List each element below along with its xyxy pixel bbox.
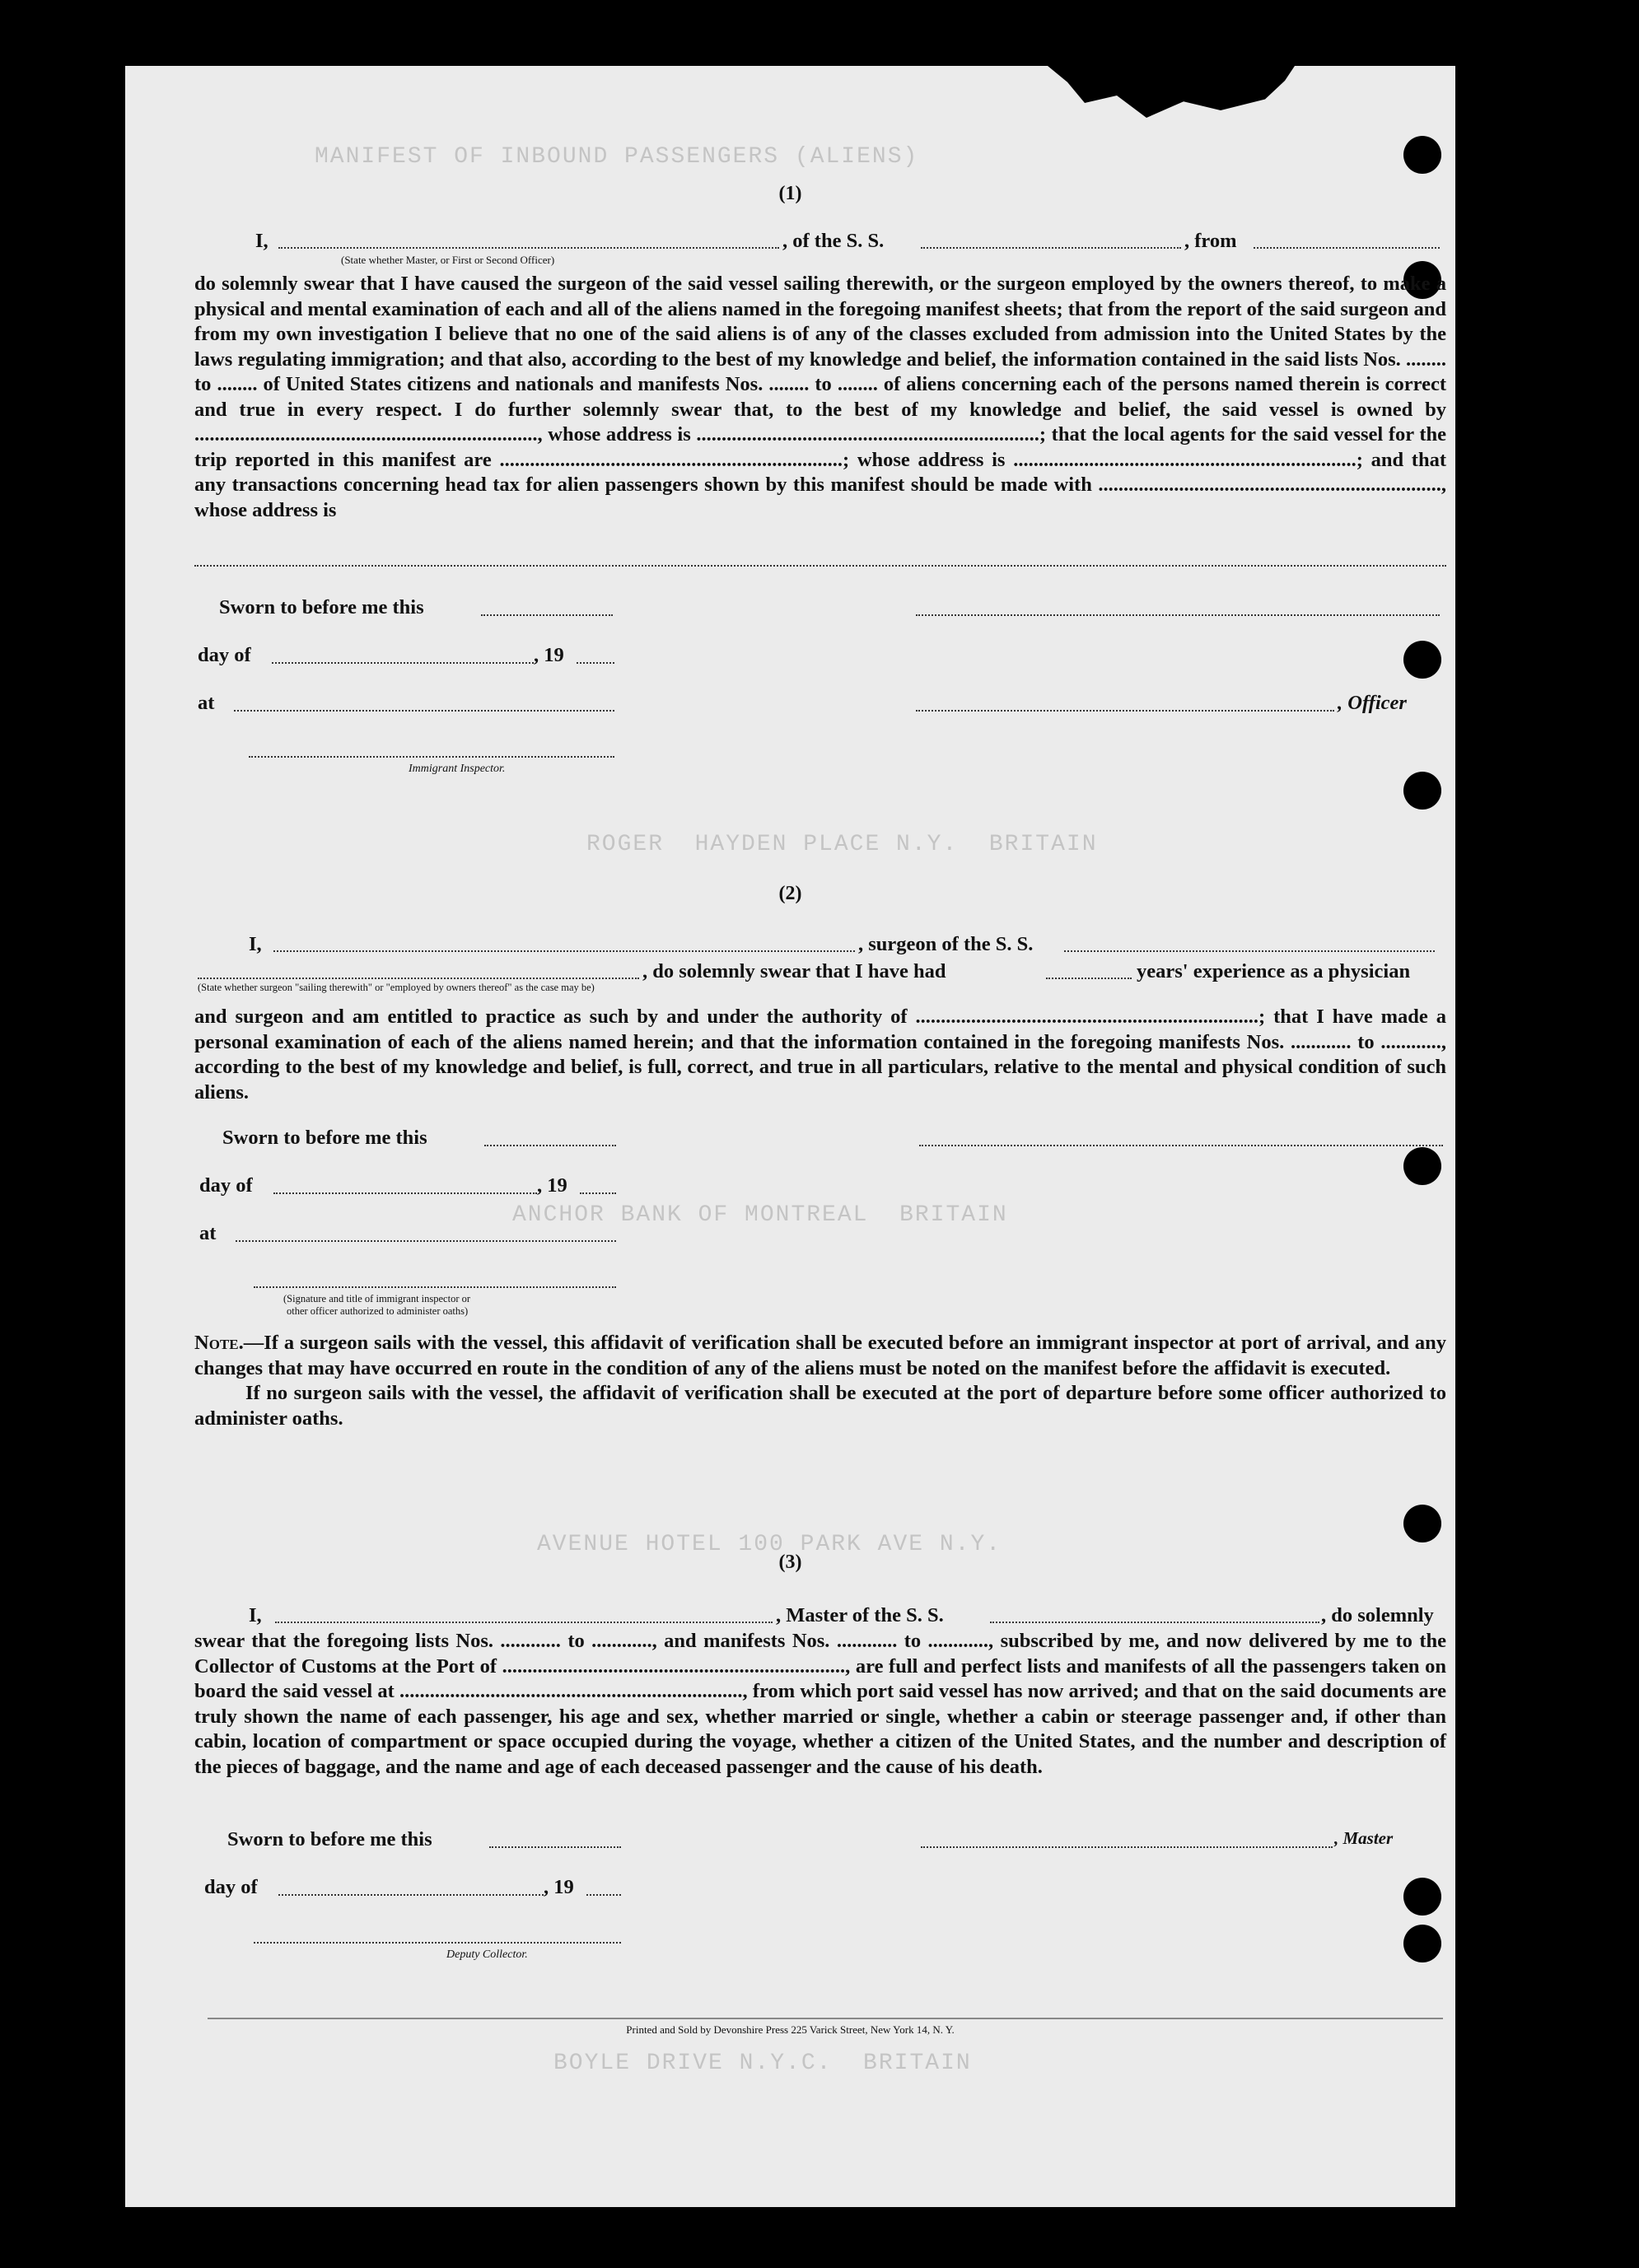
bleed-through-text: MANIFEST OF INBOUND PASSENGERS (ALIENS) [315,144,919,170]
binder-hole [1403,772,1441,810]
year-field-2 [580,1192,616,1194]
binder-hole [1403,1505,1441,1542]
signature-caption-line-1: (Signature and title of immigrant inspector or [283,1293,471,1304]
year-label-1: , 19 [534,644,564,666]
footer-rule [208,2018,1443,2019]
day-of-label-1: day of [198,644,251,666]
section-3-i: I, [249,1604,262,1626]
note-block [194,1331,1446,1431]
day-of-field-3 [278,1894,544,1896]
day-of-label-3: day of [204,1876,258,1898]
section-3-text: swear that the foregoing lists Nos. ............ to ............, and manifests Nos. ............ to ............, subscribed by me, and now delivered by me to the Collector of Customs at the Port of ...................................................................., are full and perfect lists and manifests of all the passengers taken on board the said vessel at ...................................................................., from which port said vessel has now arrived; and that on the said documents are truly shown the name of each passenger, his age and sex, whether married or single, whether a cabin or steerage passenger and, if other than cabin, location of compartment or space occupied during the voyage, whether a citizen of the United States, and the number and description of the pieces of baggage, and the name and age of each deceased passenger and the cause of his death. [194,1630,1446,1778]
master-vessel-field [990,1622,1319,1623]
signature-caption-line-2: other officer authorized to administer oaths) [287,1305,469,1317]
master-ss-label: , Master of the S. S. [776,1604,944,1626]
master-name-field [275,1622,773,1623]
collector-caption: Deputy Collector. [446,1948,528,1961]
year-label-3: , 19 [544,1876,574,1898]
section-1-address-field [194,565,1446,567]
at-field-2 [236,1240,616,1242]
sworn-label-2: Sworn to before me this [222,1127,427,1149]
section-1-from-label: , from [1184,230,1237,252]
year-field-3 [586,1894,621,1896]
officer-caption: (State whether Master, or First or Second Officer) [341,254,555,266]
year-field-1 [577,662,614,664]
section-3-number: (3) [778,1552,802,1573]
day-of-field-1 [272,662,534,664]
section-2-paragraph [194,1005,1446,1105]
master-label: , Master [1334,1828,1394,1848]
binder-hole [1403,1878,1441,1916]
collector-signature-field [254,1942,621,1944]
surgeon-swear-label: , do solemnly swear that I have had [642,960,946,982]
sworn-day-field-2 [484,1145,616,1146]
surgeon-ss-label: , surgeon of the S. S. [858,933,1034,955]
at-label-2: at [199,1222,217,1244]
bleed-through-text: AVENUE HOTEL 100 PARK AVE N.Y. [537,1532,1002,1557]
sworn-day-field-3 [489,1846,621,1848]
binder-hole [1403,641,1441,679]
officer-title-field-1 [916,710,1334,712]
officer-label: , Officer [1338,692,1407,714]
surgeon-name-field [273,950,855,952]
note-label: Note. [194,1332,244,1354]
day-of-label-2: day of [199,1174,253,1197]
binder-hole [1403,1147,1441,1185]
section-1-i: I, [255,230,268,252]
section-1-number: (1) [778,183,802,204]
note-text-1: —If a surgeon sails with the vessel, this affidavit of verification shall be executed before an immigrant inspector at port of arrival, and any changes that may have occurred en route in the condition of any of the aliens must be noted on the manifest before the affidavit is executed. [194,1332,1446,1379]
section-2-i: I, [249,933,262,955]
manifest-page [125,66,1455,2207]
section-1-ss-label: , of the S. S. [782,230,885,252]
binder-hole [1403,1925,1441,1962]
section-3-paragraph [194,1629,1446,1780]
inspector-signature-field [249,756,614,758]
day-of-field-2 [273,1192,537,1194]
bleed-through-text: BOYLE DRIVE N.Y.C. BRITAIN [553,2051,972,2076]
master-swear-label: , do solemnly [1321,1604,1434,1626]
section-2-text: and surgeon and am entitled to practice as such by and under the authority of ....................................................................; that I have made a personal examination of each of the aliens named herein; and that the information contained in the foregoing manifests Nos. ............ to ............, according to the best of my knowledge and belief, is full, correct, and true in all particulars, relative to the mental and physical condition of such aliens. [194,1006,1446,1104]
officer-name-field [278,247,779,249]
years-field [1046,978,1132,979]
inspector-caption: Immigrant Inspector. [409,763,506,775]
at-label-1: at [198,692,215,714]
section-1-paragraph [194,272,1446,523]
years-label: years' experience as a physician [1137,960,1411,982]
printer-imprint: Printed and Sold by Devonshire Press 225 Varick Street, New York 14, N. Y. [626,2023,955,2036]
surgeon-caption: (State whether surgeon "sailing therewith" or "employed by owners thereof" as the case may be) [198,982,595,993]
sworn-day-field-1 [481,614,613,616]
bleed-through-text: ANCHOR BANK OF MONTREAL BRITAIN [512,1202,1008,1228]
section-1-text: do solemnly swear that I have caused the surgeon of the said vessel sailing therewith, or the surgeon employed by the owners thereof, to make a physical and mental examination of each and all of the aliens named in the foregoing manifest sheets; that from the report of the said surgeon and from my own investigation I believe that no one of the said aliens is of any of the classes excluded from admission into the United States by the laws regulating immigration; and that also, according to the best of my knowledge and belief, the information contained in the said lists Nos. ........ to ........ of United States citizens and nationals and manifests Nos. ........ to ........ of aliens concerning each of the persons named therein is correct and true in every respect. I do further solemnly swear that, to the best of my knowledge and belief, the said vessel is owned by ...................................................................., whose address is ....................................................................; that the local agents for the said vessel for the trip reported in this manifest are ....................................................................; whose address is ....................................................................; and that any transactions concerning head tax for alien passengers shown by this manifest should be made with ...................................................................., whose address is [194,273,1446,521]
administrator-signature-field [254,1286,616,1288]
note-text-2: If no surgeon sails with the vessel, the affidavit of verification shall be executed at the port of departure before some officer authorized to administer oaths. [194,1382,1446,1430]
torn-corner [1048,66,1295,140]
at-field-1 [234,710,614,712]
surgeon-vessel-field [1064,950,1435,952]
port-from-field [1254,247,1440,249]
sworn-label-3: Sworn to before me this [227,1828,432,1850]
binder-hole [1403,136,1441,174]
surgeon-type-field [198,978,639,979]
vessel-name-field [921,247,1181,249]
officer-signature-field-1 [916,614,1440,616]
year-label-2: , 19 [537,1174,567,1197]
surgeon-signature-field [919,1145,1443,1146]
master-signature-field [921,1846,1333,1848]
bleed-through-text: ROGER HAYDEN PLACE N.Y. BRITAIN [586,832,1098,857]
sworn-label-1: Sworn to before me this [219,596,424,618]
section-2-number: (2) [778,883,802,904]
